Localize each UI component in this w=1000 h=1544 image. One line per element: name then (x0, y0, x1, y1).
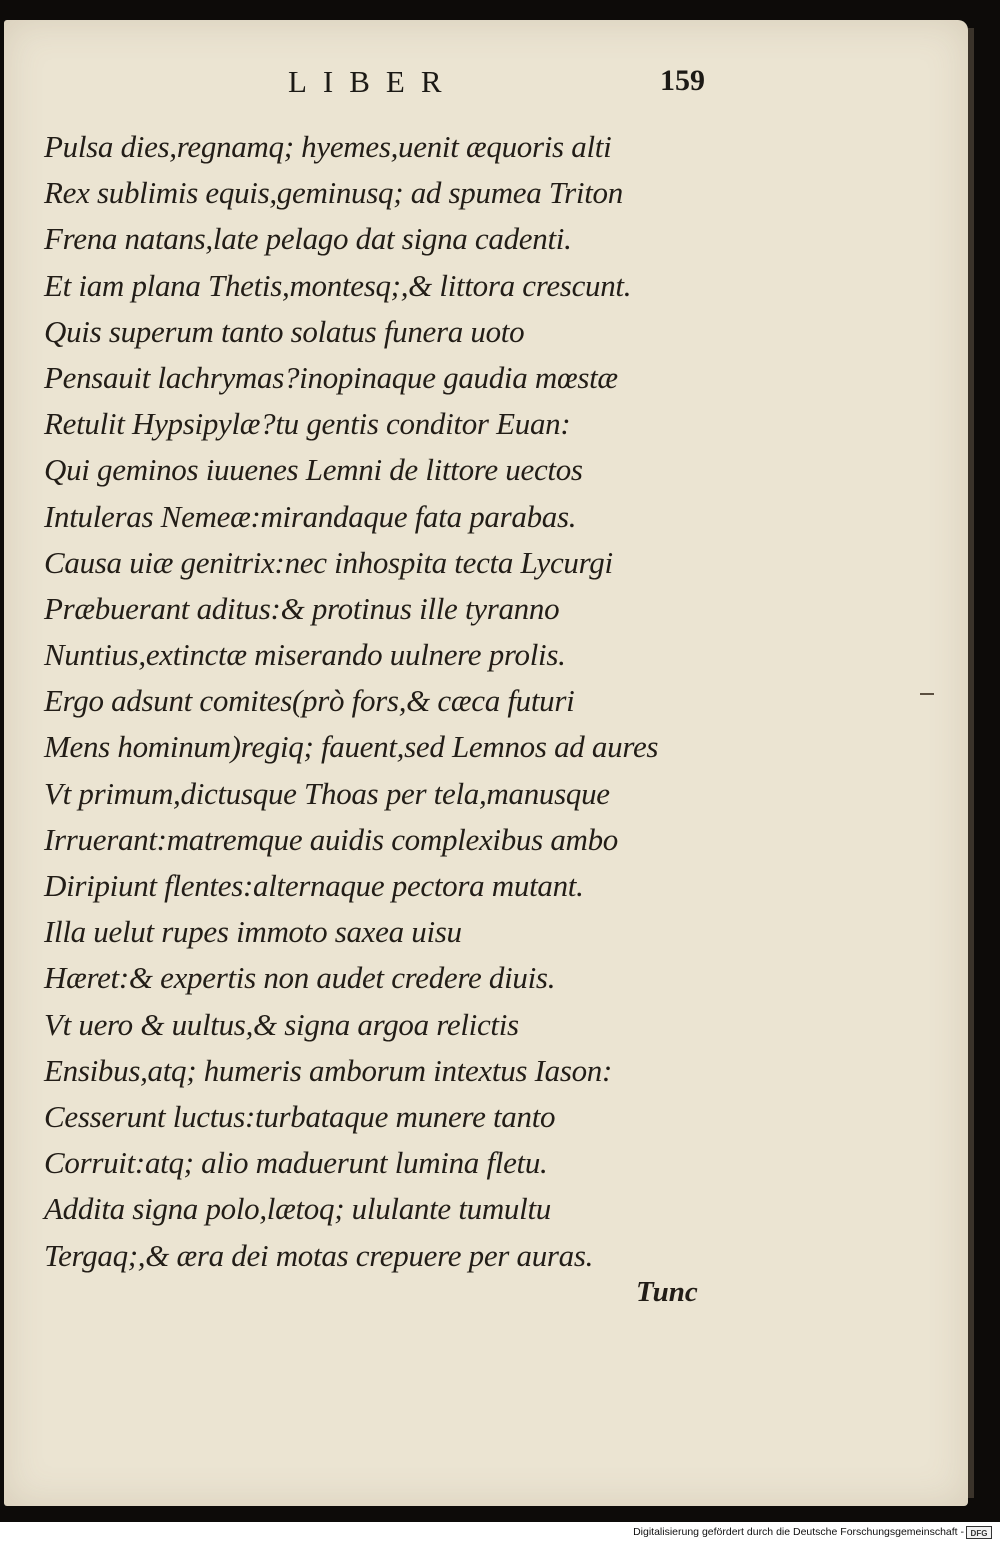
verse-line: Cesserunt luctus:turbataque munere tanto (44, 1098, 556, 1134)
page-number: 159 (660, 64, 705, 97)
footer-credit: Digitalisierung gefördert durch die Deutsche Forschungsgemeinschaft - (633, 1526, 964, 1538)
dfg-logo: DFG (966, 1526, 992, 1539)
verse-line: Frena natans,late pelago dat signa cadenti. (44, 221, 572, 257)
running-title: LIBER (288, 64, 458, 99)
verse-line: Præbuerant aditus:& protinus ille tyranno (44, 590, 560, 626)
verse-line: Addita signa polo,lætoq; ululante tumultu (44, 1191, 551, 1227)
verse-line: Ensibus,atq; humeris amborum intextus Iason: (44, 1052, 613, 1088)
verse-line: Illa uelut rupes immoto saxea uisu (44, 914, 462, 950)
verse-line: Ergo adsunt comites(prò fors,& cæca futuri (44, 683, 575, 719)
verse-line: Irruerant:matremque auidis complexibus ambo (44, 821, 619, 857)
verse-body (44, 124, 744, 1279)
verse-line: Vt primum,dictusque Thoas per tela,manusque (44, 775, 610, 811)
page-edge (968, 28, 974, 1498)
catchword: Tunc (636, 1276, 698, 1308)
verse-line: Intuleras Nemeæ:mirandaque fata parabas. (44, 498, 577, 534)
margin-mark (920, 693, 934, 695)
verse-line: Nuntius,extinctæ miserando uulnere prolis. (44, 637, 566, 673)
verse-line: Corruit:atq; alio maduerunt lumina fletu. (44, 1145, 548, 1181)
verse-line: Pulsa dies,regnamq; hyemes,uenit æquoris alti (44, 129, 612, 164)
verse-line: Rex sublimis equis,geminusq; ad spumea Triton (44, 175, 623, 211)
verse-line: Retulit Hypsipylæ?tu gentis conditor Euan: (44, 406, 571, 442)
verse-line: Pensauit lachrymas?inopinaque gaudia mœstæ (44, 359, 618, 395)
verse-line: Causa uiæ genitrix:nec inhospita tecta Lycurgi (44, 544, 613, 580)
verse-line: Vt uero & uultus,& signa argoa relictis (44, 1006, 519, 1042)
verse-line: Et iam plana Thetis,montesq;,& littora crescunt. (44, 267, 632, 303)
verse-line: Diripiunt flentes:alternaque pectora mutant. (44, 868, 584, 903)
verse-line: Mens hominum)regiq; fauent,sed Lemnos ad aures (44, 729, 659, 765)
verse-line: Qui geminos iuuenes Lemni de littore uectos (44, 452, 583, 488)
verse-line: Hæret:& expertis non audet credere diuis. (44, 960, 556, 996)
verse-line: Quis superum tanto solatus funera uoto (44, 313, 525, 349)
verse-line: Tergaq;,& æra dei motas crepuere per auras. (44, 1237, 594, 1273)
